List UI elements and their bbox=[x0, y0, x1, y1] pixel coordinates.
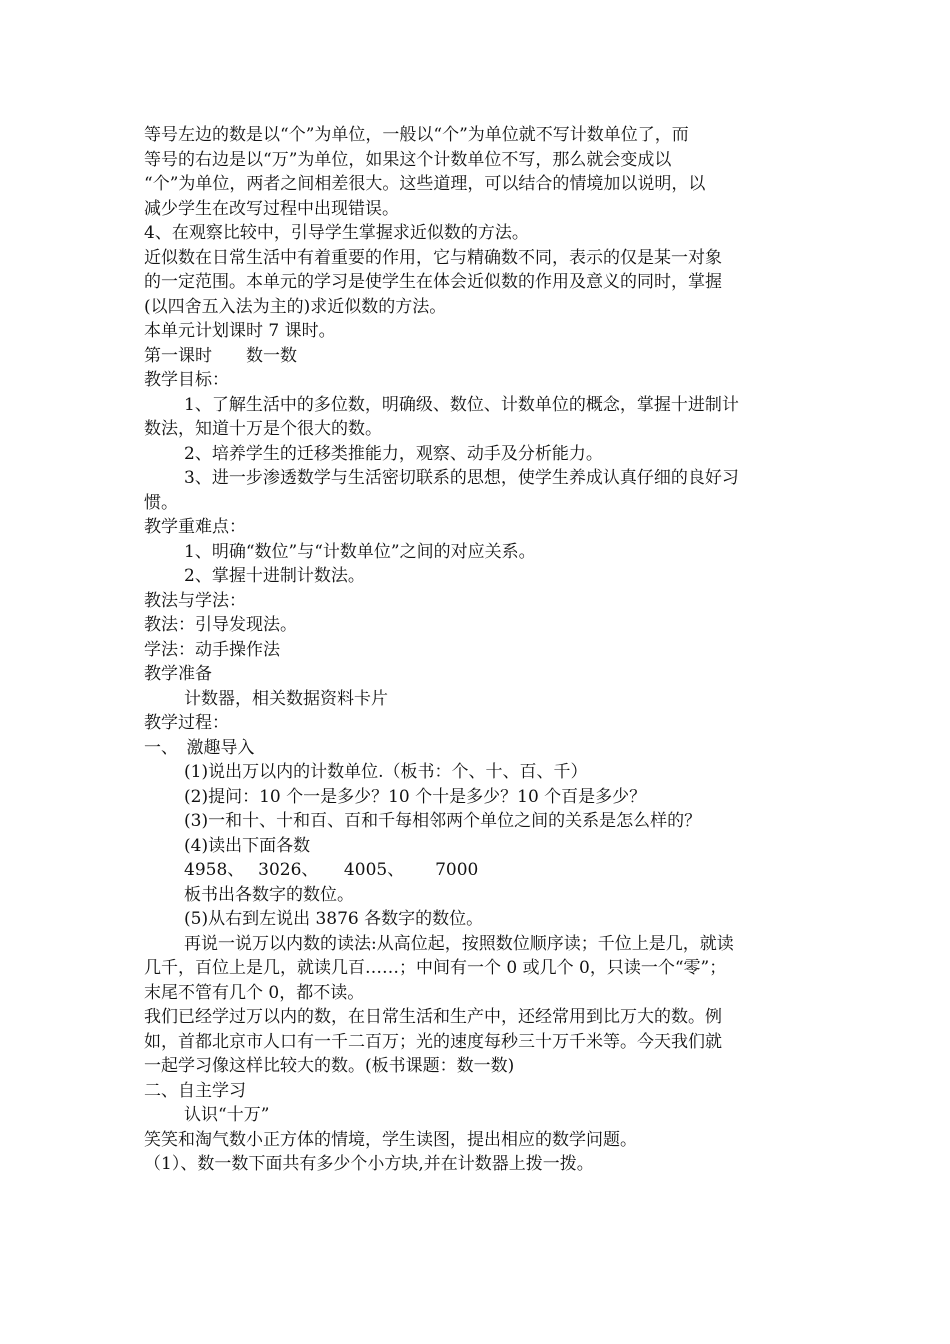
text-line: 如，首都北京市人口有一千二百万；光的速度每秒三十万千米等。今天我们就 bbox=[144, 1031, 722, 1052]
text-line: （1）、数一数下面共有多少个小方块,并在计数器上拨一拨。 bbox=[144, 1154, 594, 1174]
text-line: 2、掌握十进制计数法。 bbox=[184, 566, 365, 586]
text-line: 1、了解生活中的多位数，明确级、数位、计数单位的概念，掌握十进制计 bbox=[184, 394, 739, 415]
text-line: 教学目标： bbox=[144, 370, 229, 390]
text-line: 教学准备 bbox=[144, 664, 212, 684]
text-line: 惯。 bbox=[144, 492, 178, 513]
text-line: 的一定范围。本单元的学习是使学生在体会近似数的作用及意义的同时，掌握 bbox=[144, 272, 722, 292]
text-line: 板书出各数字的数位。 bbox=[184, 884, 354, 905]
text-line: 第一课时 数一数 bbox=[144, 345, 297, 366]
text-line: 末尾不管有几个 0，都不读。 bbox=[144, 982, 365, 1003]
text-line: 教学过程： bbox=[144, 713, 229, 733]
text-line: 减少学生在改写过程中出现错误。 bbox=[144, 198, 399, 219]
text-line: 4958、 3026、 4005、 7000 bbox=[184, 860, 479, 880]
text-line: 几千，百位上是几，就读几百……；中间有一个 0 或几个 0，只读一个“零”； bbox=[144, 958, 727, 978]
text-line: 1、明确“数位”与“计数单位”之间的对应关系。 bbox=[184, 541, 536, 562]
text-line: (5)从右到左说出 3876 各数字的数位。 bbox=[184, 909, 484, 929]
text-line: 一起学习像这样比较大的数。(板书课题：数一数) bbox=[144, 1056, 515, 1076]
text-line: 认识“十万” bbox=[184, 1105, 270, 1125]
text-line: 2、培养学生的迁移类推能力，观察、动手及分析能力。 bbox=[184, 443, 603, 464]
text-line: 再说一说万以内数的读法:从高位起，按照数位顺序读；千位上是几，就读 bbox=[184, 933, 734, 954]
text-line: 我们已经学过万以内的数，在日常生活和生产中，还经常用到比万大的数。例 bbox=[144, 1007, 722, 1027]
text-line: 等号左边的数是以“个”为单位，一般以“个”为单位就不写计数单位了，而 bbox=[144, 125, 689, 145]
text-line: 计数器，相关数据资料卡片 bbox=[184, 688, 388, 709]
text-line: 教法：引导发现法。 bbox=[144, 615, 297, 635]
text-line: 学法：动手操作法 bbox=[144, 639, 280, 660]
text-line: (3)一和十、十和百、百和千每相邻两个单位之间的关系是怎么样的？ bbox=[184, 811, 702, 831]
text-line: 一、 激趣导入 bbox=[144, 737, 255, 758]
text-line: 二、自主学习 bbox=[144, 1080, 246, 1101]
text-line: 4、在观察比较中，引导学生掌握求近似数的方法。 bbox=[144, 223, 529, 243]
text-line: 等号的右边是以“万”为单位，如果这个计数单位不写，那么就会变成以 bbox=[144, 149, 672, 170]
text-line: “个”为单位，两者之间相差很大。这些道理，可以结合的情境加以说明，以 bbox=[144, 174, 706, 194]
text-line: (4)读出下面各数 bbox=[184, 835, 311, 856]
text-line: (1)说出万以内的计数单位.（板书：个、十、百、千） bbox=[184, 762, 588, 782]
text-line: 笑笑和淘气数小正方体的情境，学生读图，提出相应的数学问题。 bbox=[144, 1129, 637, 1150]
text-line: 近似数在日常生活中有着重要的作用，它与精确数不同，表示的仅是某一对象 bbox=[144, 247, 722, 268]
text-line: (以四舍五入法为主的)求近似数的方法。 bbox=[144, 296, 447, 317]
document-body bbox=[144, 123, 816, 1177]
text-line: 教学重难点： bbox=[144, 517, 246, 537]
text-line: (2)提问：10 个一是多少？10 个十是多少？10 个百是多少？ bbox=[184, 786, 647, 807]
text-line: 教法与学法： bbox=[144, 590, 246, 611]
text-line: 数法，知道十万是个很大的数。 bbox=[144, 419, 382, 439]
text-line: 3、进一步渗透数学与生活密切联系的思想，使学生养成认真仔细的良好习 bbox=[184, 468, 739, 488]
text-line: 本单元计划课时 7 课时。 bbox=[144, 321, 336, 341]
